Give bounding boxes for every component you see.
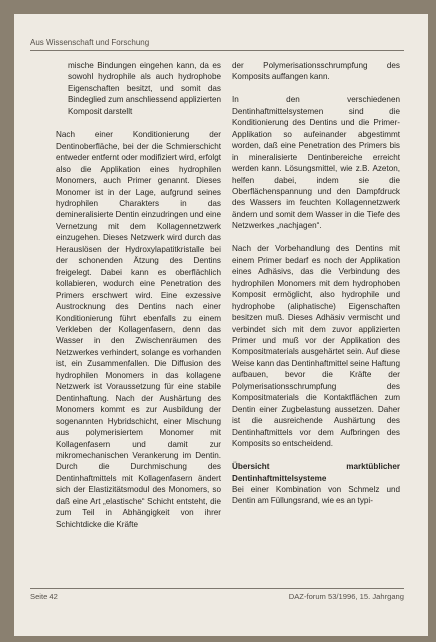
- left-column: [56, 60, 221, 542]
- intro-paragraph: mische Bindungen eingehen kann, da es sowohl hydrophile als auch hydrophobe Eigenschaften besitzt, und somit das Bindeglied zum anschliessend applizierten Komposit darstellt: [68, 61, 221, 116]
- section-title: Aus Wissenschaft und Forschung: [30, 38, 150, 47]
- running-header: [30, 38, 404, 51]
- body-paragraph: der Polymerisationsschrumpfung des Komposits auffangen kann.: [232, 61, 400, 82]
- section-subheading: Übersicht marktüblicher Dentinhaftmittelsysteme: [232, 462, 400, 483]
- page-footer: [30, 588, 404, 601]
- right-column: [232, 60, 400, 518]
- body-paragraph: Bei einer Kombination von Schmelz und Dentin am Füllungsrand, wie es an typi-: [232, 485, 400, 506]
- journal-issue: DAZ-forum 53/1996, 15. Jahrgang: [288, 592, 404, 601]
- page-number: Seite 42: [30, 592, 58, 601]
- body-paragraph: Nach der Vorbehandlung des Dentins mit einem Primer bedarf es noch der Applikation eines Adhäsivs, das die Verbindung des hydrophilen Monomers mit dem hydrophoben Komposit ermöglicht, also hydrophile und hydrophobe (aliphatische) Eigenschaften besitzen muß. Dieses Adhäsiv vermischt und verbindet sich mit dem zuvor applizierten Primer und muß vor der Applikation des Kompositmaterials ausgehärtet sein. Auf diese Weise kann das Dentinhaftmittel seine Haftung aufbauen, bevor die Kräfte der Polymerisationsschrumpfung des Kompositmaterials die Kontaktflächen zum Dentin einer Zugbelastung aussetzen. Daher ist die ausreichende Aushärtung des Dentinhaftmittels vor dem Aufbringen des Komposits so entscheidend.: [232, 244, 400, 449]
- body-paragraph: In den verschiedenen Dentinhaftmittelsystemen sind die Konditionierung des Dentins und die Primer-Applikation so aufeinander abgestimmt worden, daß eine Penetration des Primers bis in mineralisierte Dentinbereiche erreicht werden kann. Lösungsmittel, wie z.B. Azeton, helfen dabei, indem sie die Oberflächenspannung und den Dampfdruck des Wassers im feuchten Kollagennetzwerk ändern und somit dem Wasser in die Tiefe des Netzwerkes „nachjagen“.: [232, 95, 400, 231]
- body-paragraph: Nach einer Konditionierung der Dentinoberfläche, bei der die Schmierschicht entweder entfernt oder modifiziert wird, erfolgt also die Applikation eines hydrophilen Monomers, auch Primer genannt. Dieses Monomer ist in der Lage, aufgrund seines hydrophilen Charakters in das demineralisierte Dentin einzudringen und eine Vernetzung mit dem Kollagennetzwerk einzugehen. Dieses Netzwerk wird durch das Herauslösen der Hydroxylapatitkristalle bei der schonenden Ätzung des Dentins freigelegt. Dabei kann es oberflächlich kollabieren, wodurch eine Penetration des Primers erschwert wird. Eine exzessive Austrocknung des Dentins nach einer Konditionierung führt ebenfalls zu einem Verkleben der Kollagenfasern, denn das Wasser in den Zwischenräumen des Netzwerkes verhindert, solange es vorhanden ist, ein Zusammenfallen. Die Diffusion des hydrophilen Monomers in das kollagene Netzwerk ist Voraussetzung für eine stabile Dentinhaftung. Nach der Aushärtung des Monomers kommt es zur Ausbildung der sogenannten Hybridschicht, einer Mischung aus polymerisiertem Monomer mit Kollagenfasern und damit zur mikromechanischen Verankerung im Dentin. Durch die Durchmischung des Dentinhaftmittels mit Kollagenfasern ändert sich der Elastizitätsmodul des Monomers, so daß eine Art „elastische“ Schicht entsteht, die zum Teil in Abhängigkeit von ihrer Schichtdicke die Kräfte: [56, 130, 221, 529]
